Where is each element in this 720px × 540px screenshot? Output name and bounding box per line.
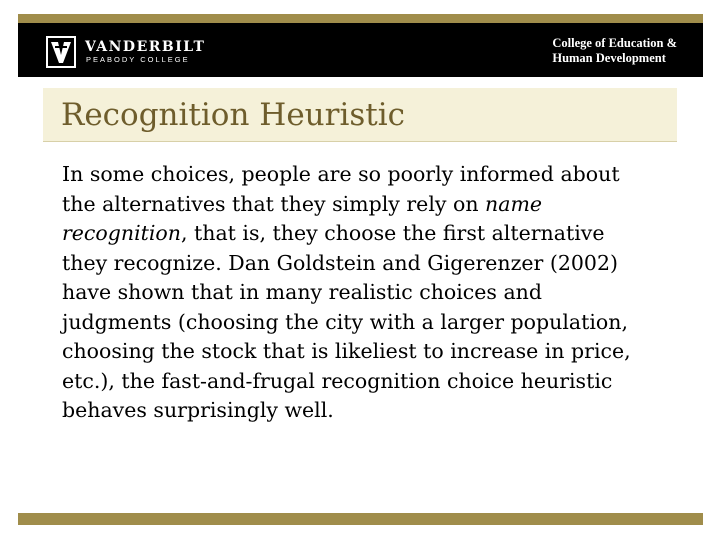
vanderbilt-wordmark: [85, 39, 205, 65]
body-italic-text: name: [485, 191, 543, 216]
college-logo: [552, 36, 677, 66]
body-line: [62, 367, 652, 397]
college-line-1: College of Education &: [552, 36, 677, 50]
peabody-college-label: PEABODY COLLEGE: [86, 55, 190, 64]
body-text: choosing the stock that is likeliest to increase in price,: [62, 339, 631, 363]
body-line: [62, 337, 652, 367]
body-text: etc.), the fast-and-frugal recognition choice heuristic: [62, 368, 613, 393]
title-band: [43, 88, 677, 142]
body-line: [62, 249, 652, 279]
header-bar: [18, 23, 703, 77]
body-italic-text: recognition: [62, 221, 181, 245]
bottom-gold-bar: [18, 513, 703, 525]
vanderbilt-name: VANDERBILT: [85, 39, 206, 55]
body-text: , that is, they choose the first alternative: [180, 221, 605, 245]
top-gold-bar: [18, 14, 703, 23]
body-line: [62, 160, 652, 190]
body-text: have shown that in many realistic choices and: [62, 280, 542, 304]
body-line: [62, 396, 652, 426]
body-text: judgments (choosing the city with a larger population,: [62, 309, 628, 334]
body-line: [62, 190, 652, 220]
slide-body: [62, 160, 652, 426]
college-line-2: Human Development: [552, 51, 666, 65]
body-line: [62, 278, 652, 308]
body-text: they recognize. Dan Goldstein and Gigerenzer (2002): [62, 250, 619, 275]
body-line: [62, 219, 652, 249]
body-text: behaves surprisingly well.: [62, 398, 334, 422]
body-text: the alternatives that they simply rely on: [62, 191, 486, 216]
body-line: [62, 308, 652, 338]
vanderbilt-v-mark-icon: [46, 36, 76, 68]
body-text: In some choices, people are so poorly informed about: [62, 162, 620, 186]
slide-title: Recognition Heuristic: [61, 97, 406, 133]
vanderbilt-logo: [46, 35, 205, 69]
